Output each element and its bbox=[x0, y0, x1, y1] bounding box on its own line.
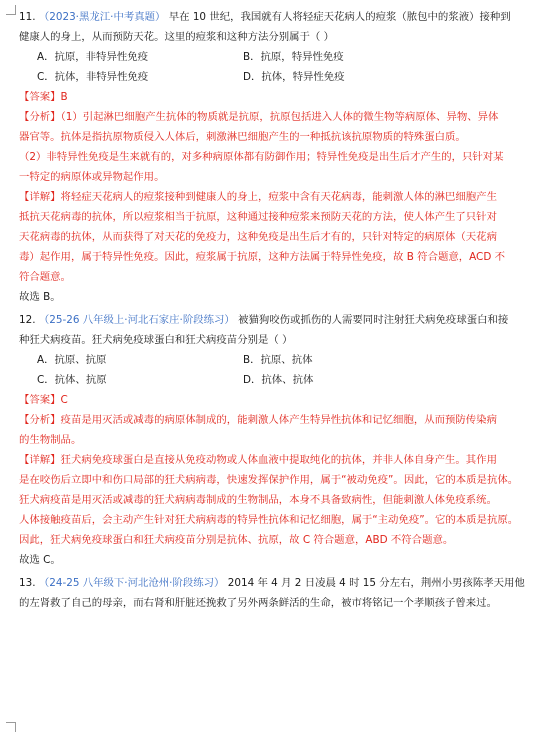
detail-text: 【详解】将轻症天花病人的痘浆接种到健康人的身上，痘浆中含有天花病毒，能刺激人体的淋巴细胞产生 bbox=[19, 191, 497, 203]
option-a: A．抗原，非特异性免疫 bbox=[37, 51, 149, 63]
detail-text: 抵抗天花病毒的抗体，所以痘浆相当于抗原，这种通过接种痘浆来预防天花的方法，使人体产生了只针对 bbox=[19, 211, 497, 223]
question-number: 12. bbox=[19, 314, 36, 326]
option-b: B．抗原、抗体 bbox=[243, 354, 313, 366]
option-d: D．抗体，特异性免疫 bbox=[243, 71, 345, 83]
answer-label: 【答案】C bbox=[19, 394, 68, 406]
analysis-text: 的生物制品。 bbox=[19, 434, 82, 446]
question-stem: 早在 10 世纪，我国就有人将轻症天花病人的痘浆（脓包中的浆液）接种到 bbox=[168, 11, 511, 23]
detail-text: 人体接触疫苗后，会主动产生针对狂犬病病毒的特异性抗体和记忆细胞，属于“主动免疫”。它的本质是抗原。 bbox=[19, 514, 519, 526]
option-b: B．抗原，特异性免疫 bbox=[243, 51, 344, 63]
question-stem: 种狂犬病疫苗。狂犬病免疫球蛋白和狂犬病疫苗分别是（ ） bbox=[19, 334, 293, 346]
question-source: （24-25 八年级下·河北沧州·阶段练习） bbox=[38, 577, 225, 589]
question-12 bbox=[19, 314, 525, 567]
analysis-text: 【分析】（1）引起淋巴细胞产生抗体的物质就是抗原，抗原包括进入人体的微生物等病原体、异物、异体 bbox=[19, 111, 499, 123]
question-number: 11. bbox=[19, 11, 36, 23]
option-c: C．抗体，非特异性免疫 bbox=[37, 71, 149, 83]
analysis-text: 器官等。抗体是指抗原物质侵入人体后，刺激淋巴细胞产生的一种抵抗该抗原物质的特殊蛋白质。 bbox=[19, 131, 466, 143]
options-row bbox=[19, 374, 525, 387]
question-source: （2023·黑龙江·中考真题） bbox=[38, 11, 166, 23]
detail-text: 毒）起作用，属于特异性免疫。因此，痘浆属于抗原，这种方法属于特异性免疫，故 B 符合题意，ACD 不 bbox=[19, 251, 506, 263]
question-source: （25-26 八年级上·河北石家庄·阶段练习） bbox=[38, 314, 235, 326]
detail-text: 天花病毒的抗体，从而获得了对天花的免疫力，这种免疫是出生后才有的，只针对特定的病原体（天花病 bbox=[19, 231, 497, 243]
question-stem: 健康人的身上，从而预防天花。这里的痘浆和这种方法分别属于（ ） bbox=[19, 31, 335, 43]
option-d: D．抗体、抗体 bbox=[243, 374, 314, 386]
question-stem: 被猫狗咬伤或抓伤的人需要同时注射狂犬病免疫球蛋白和接 bbox=[238, 314, 509, 326]
page-corner-mark bbox=[6, 722, 16, 732]
option-c: C．抗体、抗原 bbox=[37, 374, 107, 386]
question-stem: 2014 年 4 月 2 日凌晨 4 时 15 分左右，荆州小男孩陈孝天用他 bbox=[227, 577, 525, 589]
question-11 bbox=[19, 11, 525, 304]
conclusion-text: 故选 C。 bbox=[19, 554, 61, 566]
conclusion-text: 故选 B。 bbox=[19, 291, 61, 303]
detail-text: 因此，狂犬病免疫球蛋白和狂犬病疫苗分别是抗体、抗原，故 C 符合题意，ABD 不符合题意。 bbox=[19, 534, 454, 546]
detail-text: 符合题意。 bbox=[19, 271, 71, 283]
options-row bbox=[19, 51, 525, 64]
page-corner-mark bbox=[6, 5, 16, 15]
options-row bbox=[19, 71, 525, 84]
detail-text: 是在咬伤后立即中和伤口局部的狂犬病病毒，快速发挥保护作用，属于“被动免疫”。因此，它的本质是抗体。 bbox=[19, 474, 519, 486]
analysis-text: 一特定的病原体或异物起作用。 bbox=[19, 171, 165, 183]
question-number: 13. bbox=[19, 577, 36, 589]
analysis-text: 【分析】疫苗是用灭活或减毒的病原体制成的，能刺激人体产生特异性抗体和记忆细胞，从而预防传染病 bbox=[19, 414, 497, 426]
options-row bbox=[19, 354, 525, 367]
detail-text: 狂犬病疫苗是用灭活或减毒的狂犬病病毒制成的生物制品，本身不具备致病性，但能刺激人体免疫系统。 bbox=[19, 494, 497, 506]
question-13 bbox=[19, 577, 525, 610]
detail-text: 【详解】狂犬病免疫球蛋白是直接从免疫动物或人体血液中提取纯化的抗体，并非人体自身产生。其作用 bbox=[19, 454, 497, 466]
option-a: A．抗原、抗原 bbox=[37, 354, 107, 366]
question-stem: 的左肾救了自己的母亲，而右肾和肝脏还挽救了另外两条鲜活的生命，被市将铭记一个孝顺孩子曾来过。 bbox=[19, 597, 497, 609]
analysis-text: （2）非特异性免疫是生来就有的，对多种病原体都有防御作用；特异性免疫是出生后才产生的，只针对某 bbox=[19, 151, 504, 163]
document-page bbox=[19, 11, 525, 620]
answer-label: 【答案】B bbox=[19, 91, 68, 103]
